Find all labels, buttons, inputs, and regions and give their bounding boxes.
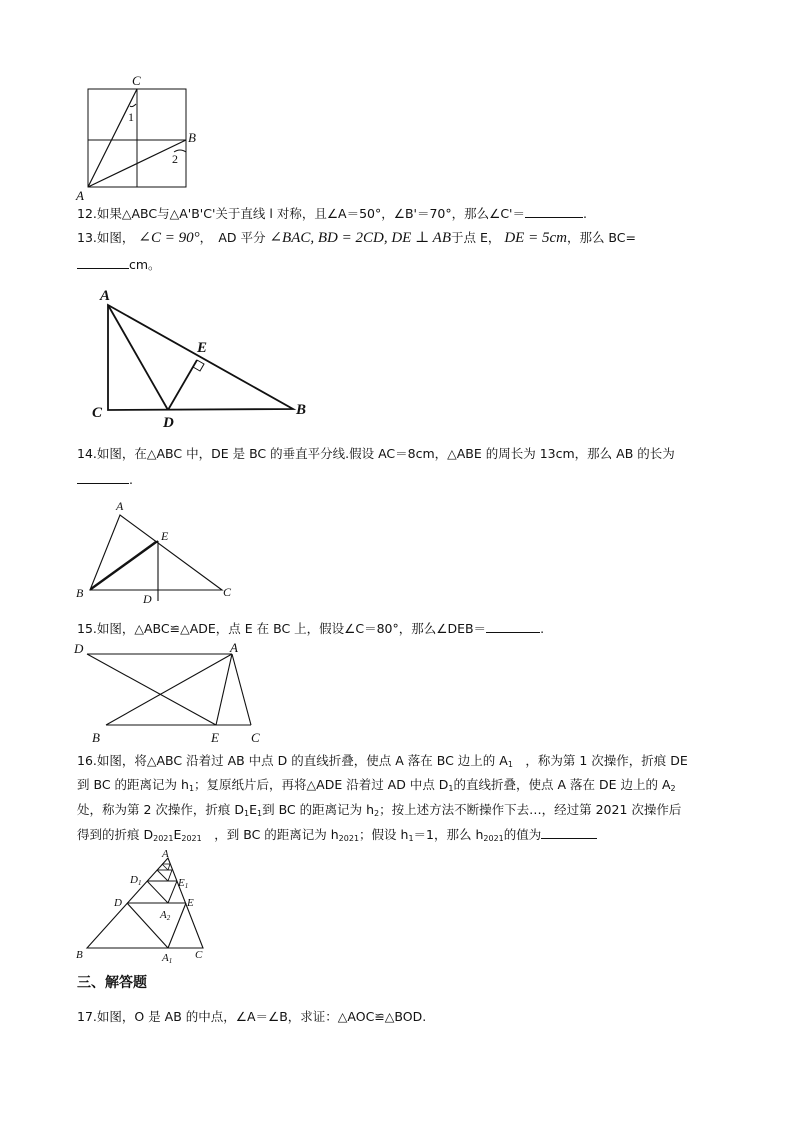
question-13-unit: cm。 — [129, 257, 161, 272]
figure-q14 — [70, 497, 250, 607]
q16-sub: 2 — [670, 784, 676, 793]
label-d: D — [74, 641, 84, 656]
q16-sub: 2021 — [338, 834, 360, 843]
label-e: E — [187, 897, 194, 909]
label-d1: D1 — [130, 874, 142, 887]
answer-blank — [541, 826, 597, 839]
question-12 — [77, 205, 587, 223]
q16-text: 16.如图，将△ABC 沿着过 AB 中点 D 的直线折叠，使点 A 落在 BC 边上的 A — [77, 753, 508, 768]
question-14-end: . — [129, 472, 133, 487]
answer-blank — [77, 256, 129, 269]
q16-text: 处，称为第 2 次操作，折痕 D — [77, 802, 244, 817]
answer-blank — [525, 205, 583, 218]
label-a: A — [230, 640, 238, 655]
label-a: A — [116, 499, 124, 513]
label-b: B — [188, 130, 196, 145]
label-a2: A2 — [160, 909, 171, 922]
math-de-length: DE = 5cm — [504, 230, 567, 246]
q16-text: ；复原纸片后，再将△ADE 沿着过 AD 中点 D — [194, 777, 449, 792]
angle-2-label: 2 — [172, 152, 178, 166]
label-b: B — [92, 730, 100, 745]
question-12-end: . — [582, 206, 587, 221]
question-14-text: 14.如图，在△ABC 中，DE 是 BC 的垂直平分线.假设 AC＝8cm，△ABE 的周长为 13cm，那么 AB 的长为 — [77, 446, 675, 461]
q16-text: ；假设 h — [359, 827, 409, 842]
q16-text: 得到的折痕 D — [77, 827, 154, 842]
q16-sub: 1 — [188, 784, 195, 793]
question-13-ask: ，那么 BC= — [566, 230, 636, 245]
label-c: C — [132, 73, 141, 88]
q16-sub: 2021 — [153, 834, 174, 843]
q16-sub: 2021 — [483, 834, 504, 843]
question-16-line1 — [77, 752, 688, 770]
question-16-line2 — [77, 776, 676, 794]
question-14-line2 — [77, 471, 133, 489]
answer-blank — [486, 620, 540, 633]
label-d: D — [143, 592, 152, 606]
label-e1: E1 — [178, 877, 189, 890]
label-c: C — [92, 405, 103, 421]
question-13-lead: 13.如图， — [77, 230, 135, 245]
label-b: B — [76, 586, 84, 600]
answer-blank — [77, 471, 129, 484]
q16-text: 到 BC 的距离记为 h — [262, 802, 375, 817]
question-16-line4 — [77, 826, 597, 844]
q16-sub: 1 — [257, 809, 263, 818]
label-d: D — [114, 897, 122, 909]
q16-text: E — [249, 802, 257, 817]
question-13-line2 — [77, 256, 161, 274]
angle-1-label: 1 — [128, 110, 134, 124]
q16-text: E — [173, 827, 182, 842]
label-a: A — [100, 288, 111, 304]
question-15-text: 15.如图，△ABC≌△ADE，点 E 在 BC 上，假设∠C＝80°，那么∠DEB＝ — [77, 621, 487, 636]
question-12-text: 12.如果△ABC与△A'B'C'关于直线 l 对称，且∠A＝50°，∠B'＝70°，那么∠C'＝ — [77, 206, 525, 221]
q16-text: ＝1，那么 h — [413, 827, 484, 842]
label-e: E — [211, 730, 219, 745]
figure-q13 — [86, 282, 326, 432]
segment-ac — [88, 89, 137, 187]
figure-q16 — [70, 848, 220, 966]
question-17 — [77, 1008, 426, 1026]
label-b: B — [76, 949, 83, 961]
q16-text: 的值为 — [503, 827, 542, 842]
q16-sub: 2021 — [181, 834, 202, 843]
label-e: E — [161, 529, 169, 543]
label-c: C — [195, 949, 203, 961]
section-heading: 三、解答题 — [77, 975, 147, 991]
q16-text: 到 BC 的距离记为 h — [77, 777, 189, 792]
q16-sub: 1 — [244, 809, 250, 818]
label-d: D — [163, 415, 174, 431]
q16-sub: 2 — [374, 809, 380, 818]
question-13-foot: 于点 E， — [450, 230, 501, 245]
label-b: B — [296, 402, 307, 418]
question-14 — [77, 445, 675, 463]
q16-text: ；按上述方法不断操作下去…，经过第 2021 次操作后 — [379, 802, 682, 817]
question-13 — [77, 229, 636, 247]
q16-text: 的直线折叠，使点 A 落在 DE 边上的 A — [453, 777, 671, 792]
question-13-mid: ， AD 平分 — [199, 230, 266, 245]
figure-q11 — [70, 72, 210, 204]
label-a: A — [162, 848, 169, 860]
label-c: C — [223, 585, 232, 599]
q16-text: ，称为第 1 次操作，折痕 DE — [512, 753, 688, 768]
label-c: C — [251, 730, 260, 745]
math-angle-c: ∠C = 90° — [138, 230, 200, 246]
label-a1: A1 — [162, 952, 173, 965]
label-e: E — [197, 340, 208, 356]
question-17-text: 17.如图，O 是 AB 的中点，∠A＝∠B，求证：△AOC≌△BOD. — [77, 1009, 427, 1024]
question-15 — [77, 620, 544, 638]
q16-sub: 1 — [448, 784, 454, 793]
question-15-end: . — [540, 621, 545, 636]
q16-sub: 1 — [507, 760, 513, 769]
figure-q15 — [70, 638, 270, 748]
q16-text: ，到 BC 的距离记为 h — [201, 827, 339, 842]
question-16-line3 — [77, 801, 681, 819]
q16-sub: 1 — [408, 834, 414, 843]
math-condition: ∠BAC, BD = 2CD, DE ⊥ AB — [269, 230, 451, 246]
label-a: A — [76, 188, 84, 203]
